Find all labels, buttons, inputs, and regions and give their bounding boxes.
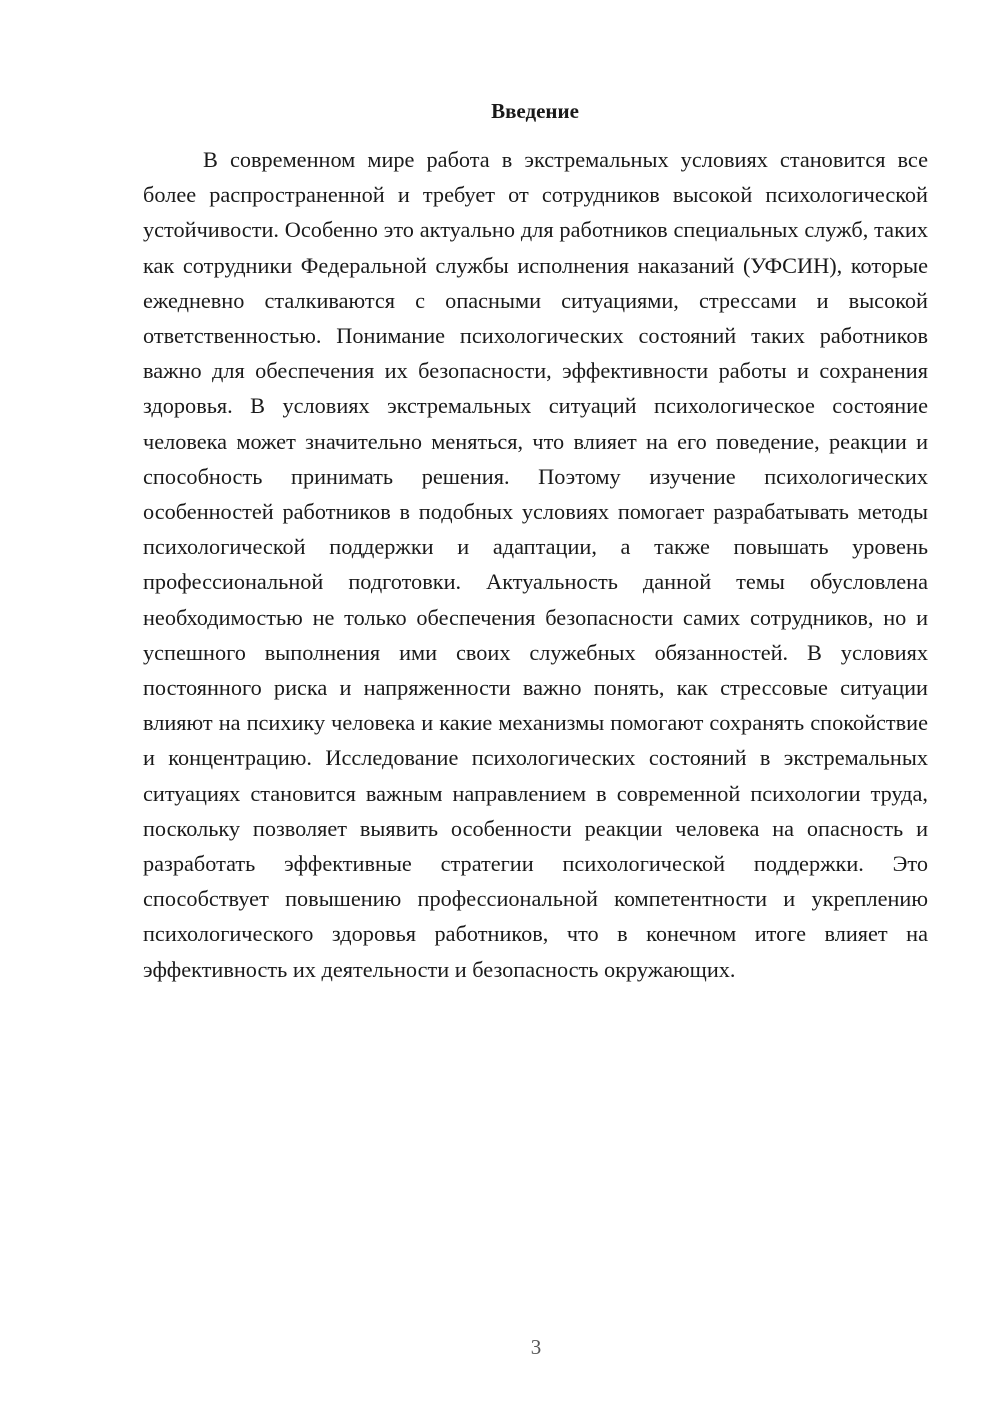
introduction-paragraph: В современном мире работа в экстремальных условиях становится все более распространенной и требует от сотрудников высокой психологической устойчивости. Особенно это актуально для работников специальных служб, таких как сотрудники Федеральной службы исполнения наказаний (УФСИН), которые ежедневно сталкиваются с опасными ситуациями, стрессами и высокой ответственностью. Понимание психологических состояний таких работников важно для обеспечения их безопасности, эффективности работы и сохранения здоровья. В условиях экстремальных ситуаций психологическое состояние человека может значительно меняться, что влияет на его поведение, реакции и способность принимать решения. Поэтому изучение психологических особенностей работников в подобных условиях помогает разрабатывать методы психологической поддержки и адаптации, а также повышать уровень профессиональной подготовки. Актуальность данной темы обусловлена необходимостью не только обеспечения безопасности самих сотрудников, но и успешного выполнения ими своих служебных обязанностей. В условиях постоянного риска и напряженности важно понять, как стрессовые ситуации влияют на психику человека и какие механизмы помогают сохранять спокойствие и концентрацию. Исследование психологических состояний в экстремальных ситуациях становится важным направлением в современной психологии труда, поскольку позволяет выявить особенности реакции человека на опасность и разработать эффективные стратегии психологической поддержки. Это способствует повышению профессиональной компетентности и укреплению психологического здоровья работников, что в конечном итоге влияет на эффективность их деятельности и безопасность окружающих. — [143, 147, 928, 982]
page-number: 3 — [530, 1335, 542, 1359]
section-heading: Введение — [491, 99, 579, 123]
